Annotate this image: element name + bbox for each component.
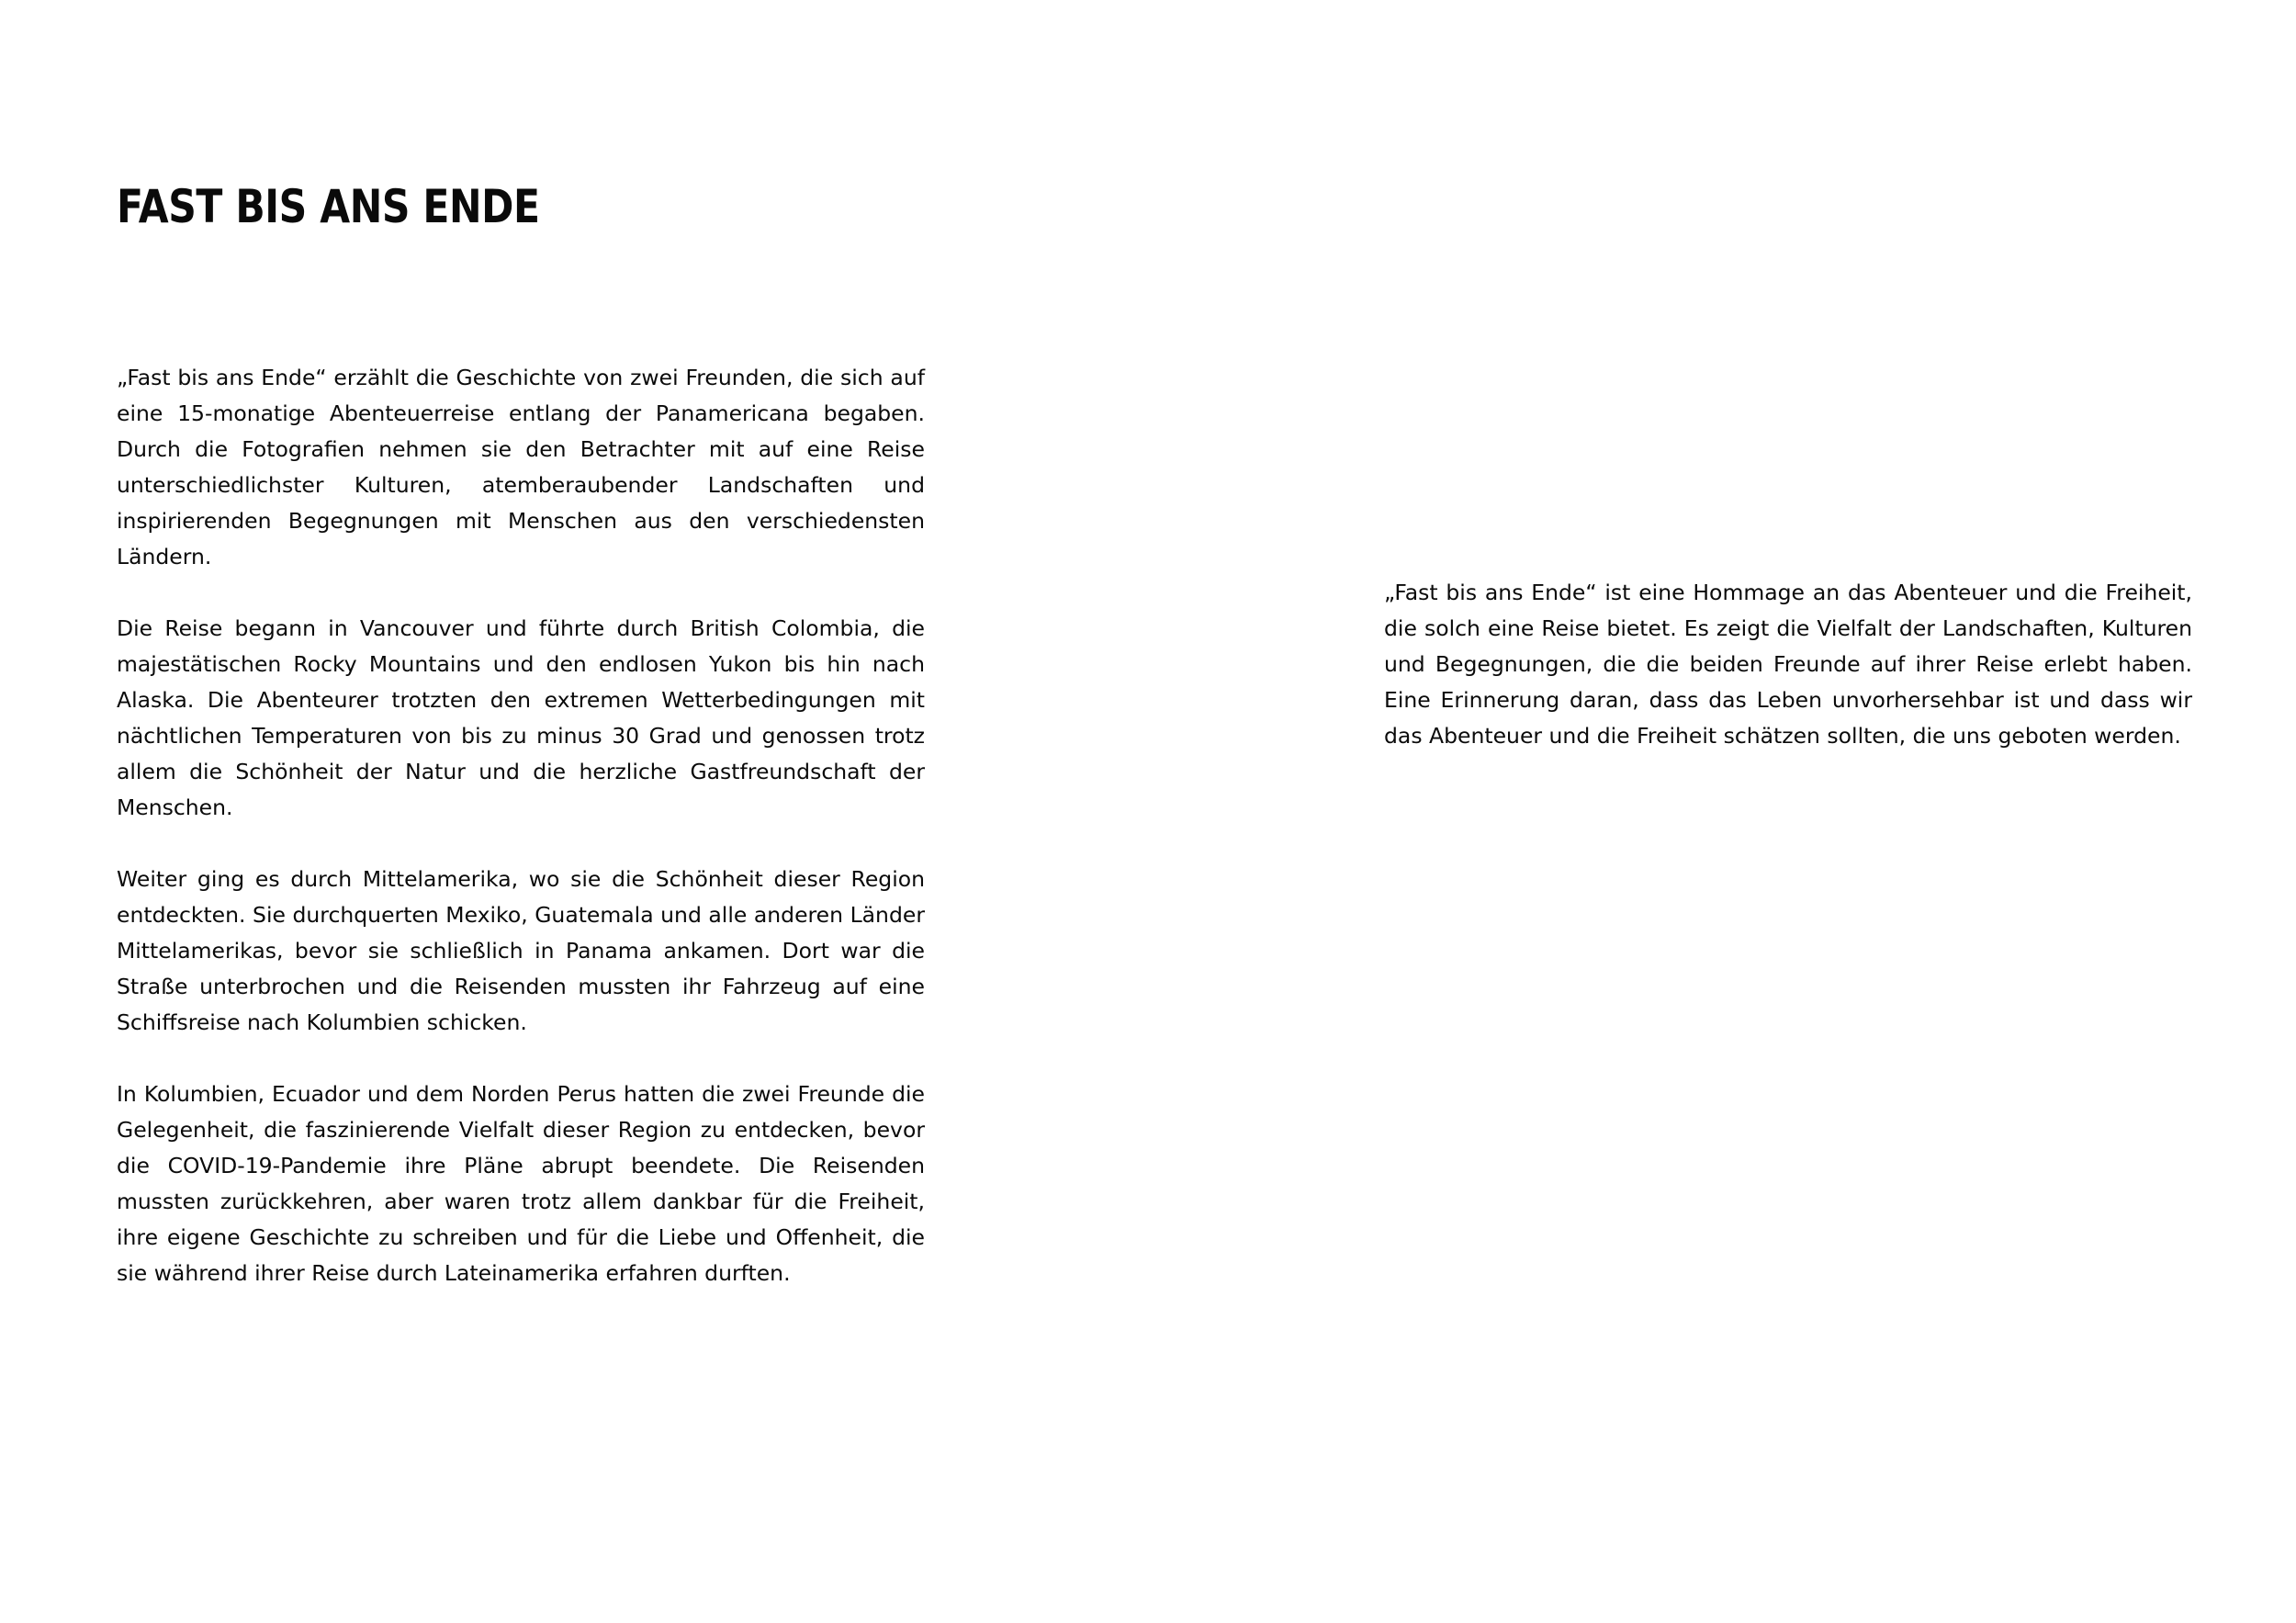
- paragraph-hommage: „Fast bis ans Ende“ ist eine Hommage an das Abenteuer und die Freiheit, die solch eine Reise bietet. Es zeigt die Vielfalt der Landschaften, Kulturen und Begegnungen, die die beiden Freunde auf ihrer Reise erlebt haben. Eine Erinnerung daran, dass das Leben unvorhersehbar ist und dass wir das Abenteuer und die Freiheit schätzen sollten, die uns geboten werden.: [1384, 580, 2192, 749]
- page-title: FAST BIS ANS ENDE: [117, 180, 540, 233]
- paragraph-south-america: In Kolumbien, Ecuador und dem Norden Perus hatten die zwei Freunde die Gelegenheit, die faszinierende Vielfalt dieser Region zu entdecken, bevor die COVID-19-Pandemie ihre Pläne abrupt beendete. Die Reisenden mussten zurückkehren, aber waren trotz allem dankbar für die Freiheit, ihre eigene Geschichte zu schreiben und für die Liebe und Offenheit, die sie während ihrer Reise durch Lateinamerika erfahren durften.: [117, 1081, 925, 1286]
- paragraph-intro: „Fast bis ans Ende“ erzählt die Geschichte von zwei Freunden, die sich auf eine 15-monatige Abenteuerreise entlang der Panamericana begaben. Durch die Fotografien nehmen sie den Betrachter mit auf eine Reise unterschiedlichster Kulturen, atemberaubender Landschaften und inspirierenden Begegnungen mit Menschen aus den verschiedensten Ländern.: [117, 365, 925, 569]
- paragraph-north-america: Die Reise begann in Vancouver und führte durch British Colombia, die majestätischen Rocky Mountains und den endlosen Yukon bis hin nach Alaska. Die Abenteurer trotzten den extremen Wetterbedingungen mit nächtlichen Temperaturen von bis zu minus 30 Grad und genossen trotz allem die Schönheit der Natur und die herzliche Gastfreundschaft der Menschen.: [117, 615, 925, 820]
- paragraph-central-america: Weiter ging es durch Mittelamerika, wo sie die Schönheit dieser Region entdeckten. Sie durchquerten Mexiko, Guatemala und alle anderen Länder Mittelamerikas, bevor sie schließlich in Panama ankamen. Dort war die Straße unterbrochen und die Reisenden mussten ihr Fahrzeug auf eine Schiffsreise nach Kolumbien schicken.: [117, 866, 925, 1035]
- right-text-column: [1384, 575, 2192, 754]
- left-text-column: [117, 360, 925, 1291]
